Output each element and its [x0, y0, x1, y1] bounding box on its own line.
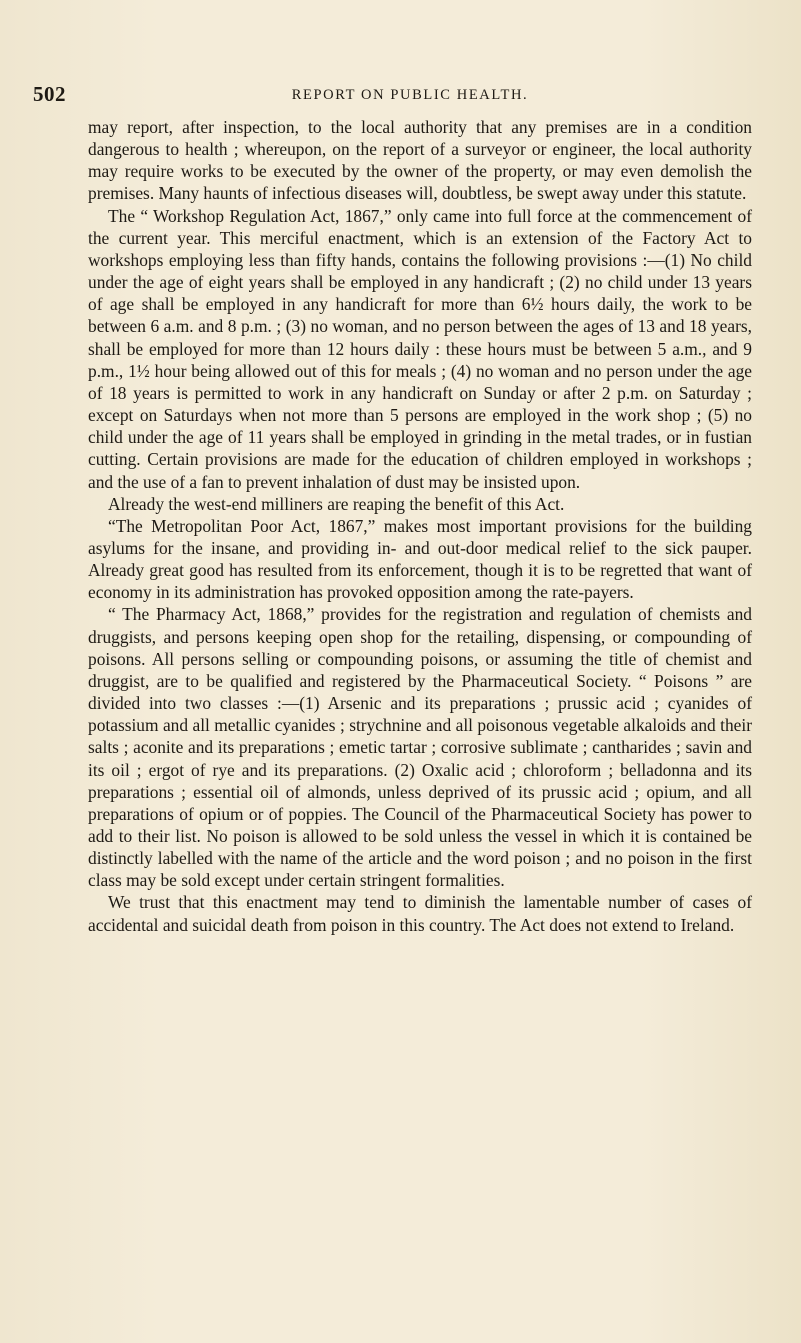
paragraph: We trust that this enactment may tend to diminish the lamentable number of cases of accidental and suicidal death from poison in this country. The Act does not extend to Ireland.	[88, 892, 752, 935]
page-number: 502	[33, 82, 66, 106]
paragraph: may report, after inspection, to the local authority that any premises are in a condition dangerous to health ; whereupon, on the report of a surveyor or engineer, the local authority may require works to be executed by the owner of the property, or may even demolish the premises. Many haunts of infectious diseases will, doubtless, be swept away under this statute.	[88, 117, 752, 204]
running-title: REPORT ON PUBLIC HEALTH.	[291, 87, 529, 103]
page-header	[33, 82, 747, 112]
paragraph: “ The Pharmacy Act, 1868,” provides for the registration and regulation of chemists and druggists, and persons keeping open shop for the retailing, dispensing, or compounding of poisons. All persons selling or compounding poisons, or assuming the title of chemist and druggist, are to be qualified and registered by the Pharmaceutical Society. “ Poisons ” are divided into two classes :—(1) Arsenic and its preparations ; prussic acid ; cyanides of potassium and all metallic cyanides ; strychnine and all poisonous vegetable alkaloids and their salts ; aconite and its preparations ; emetic tartar ; corrosive sublimate ; cantharides ; savin and its oil ; ergot of rye and its preparations. (2) Oxalic acid ; chloroform ; belladonna and its preparations ; essential oil of almonds, unless deprived of its prussic acid ; opium, and all preparations of opium or of poppies. The Council of the Pharmaceutical Society has power to add to their list. No poison is allowed to be sold unless the vessel in which it is contained be distinctly labelled with the name of the article and the word poison ; and no poison in the first class may be sold except under certain stringent formalities.	[88, 604, 752, 891]
paragraph: The “ Workshop Regulation Act, 1867,” only came into full force at the commencement of the current year. This merciful enactment, which is an extension of the Factory Act to workshops employing less than fifty hands, contains the following provisions :—(1) No child under the age of eight years shall be employed in any handicraft ; (2) no child under 13 years of age shall be employed in any handicraft for more than 6½ hours daily, the work to be between 6 a.m. and 8 p.m. ; (3) no woman, and no person between the ages of 13 and 18 years, shall be employed for more than 12 hours daily : these hours must be between 5 a.m., and 9 p.m., 1½ hour being allowed out of this for meals ; (4) no woman and no person under the age of 18 years is permitted to work in any handicraft on Sunday or after 2 p.m. on Saturday ; except on Saturdays when not more than 5 persons are employed in the work shop ; (5) no child under the age of 11 years shall be employed in grinding in the metal trades, or in fustian cutting. Certain provisions are made for the education of children employed in workshops ; and the use of a fan to prevent inhalation of dust may be insisted upon.	[88, 205, 752, 492]
body-text	[88, 116, 752, 936]
paragraph: Already the west-end milliners are reaping the benefit of this Act.	[108, 493, 565, 514]
paragraph: “The Metropolitan Poor Act, 1867,” makes most important provisions for the building asylums for the insane, and providing in- and out-door medical relief to the sick pauper. Already great good has resulted from its enforcement, though it is to be regretted that want of economy in its administration has provoked opposition among the rate-payers.	[88, 515, 752, 603]
